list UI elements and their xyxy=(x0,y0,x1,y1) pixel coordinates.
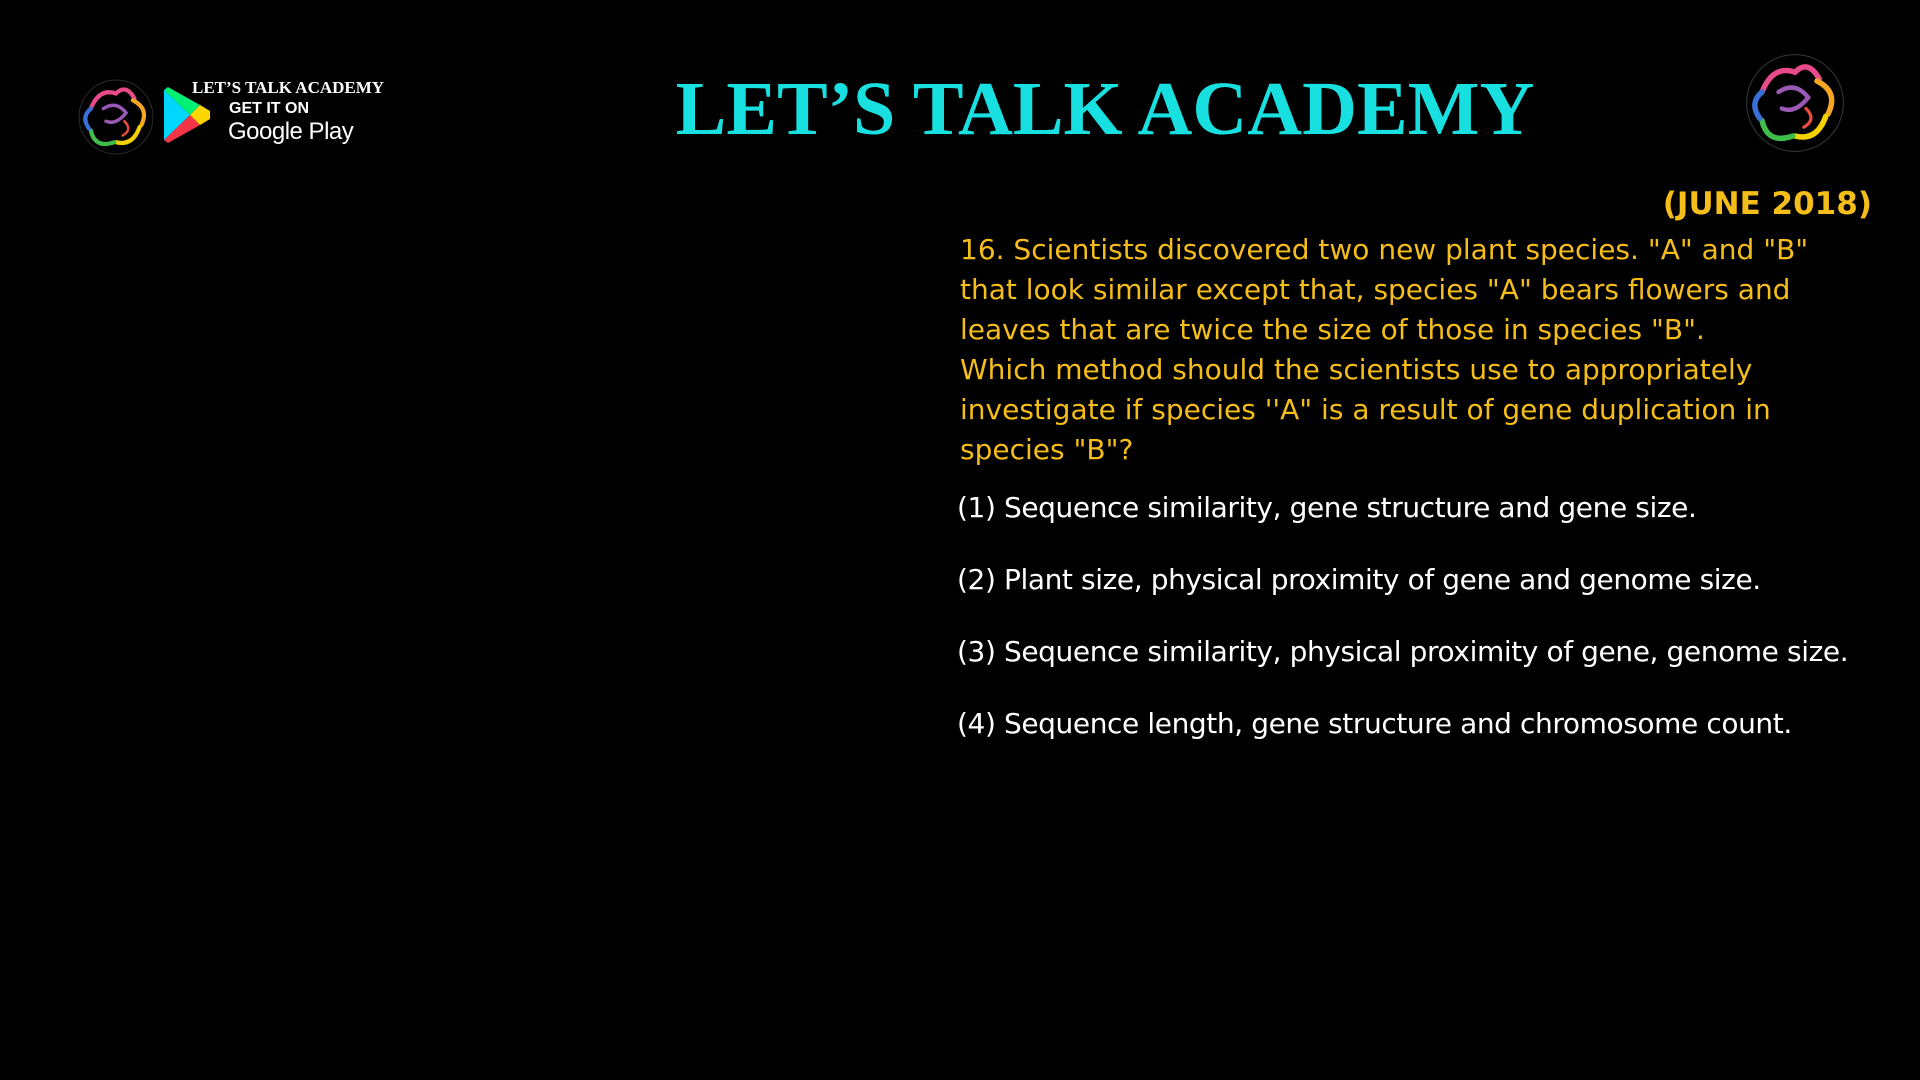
option-3[interactable]: (3) Sequence similarity, physical proximity of gene, genome size. xyxy=(957,635,1849,668)
question-line: leaves that are twice the size of those in species "B". xyxy=(960,313,1705,346)
page-title: LET’S TALK ACADEMY xyxy=(675,67,1535,151)
exam-session-label: (JUNE 2018) xyxy=(1662,186,1872,222)
badge-store-name: Google Play xyxy=(228,118,354,145)
option-4[interactable]: (4) Sequence length, gene structure and chromosome count. xyxy=(957,707,1792,740)
question-line: 16. Scientists discovered two new plant species. "A" and "B" xyxy=(960,233,1809,266)
question-line: Which method should the scientists use to appropriately xyxy=(960,353,1753,386)
badge-get-it-on-text: GET IT ON xyxy=(229,100,309,117)
academy-logo-right-icon xyxy=(1740,48,1850,158)
answer-options xyxy=(957,488,1907,776)
badge-brand-text: LET’S TALK ACADEMY xyxy=(192,78,385,97)
question-text xyxy=(960,230,1890,470)
option-1[interactable]: (1) Sequence similarity, gene structure and gene size. xyxy=(957,491,1697,524)
question-line: that look similar except that, species "A" bears flowers and xyxy=(960,273,1791,306)
question-line: investigate if species ''A" is a result of gene duplication in xyxy=(960,393,1771,426)
question-line: species "B"? xyxy=(960,433,1134,466)
option-2[interactable]: (2) Plant size, physical proximity of gene and genome size. xyxy=(957,563,1761,596)
